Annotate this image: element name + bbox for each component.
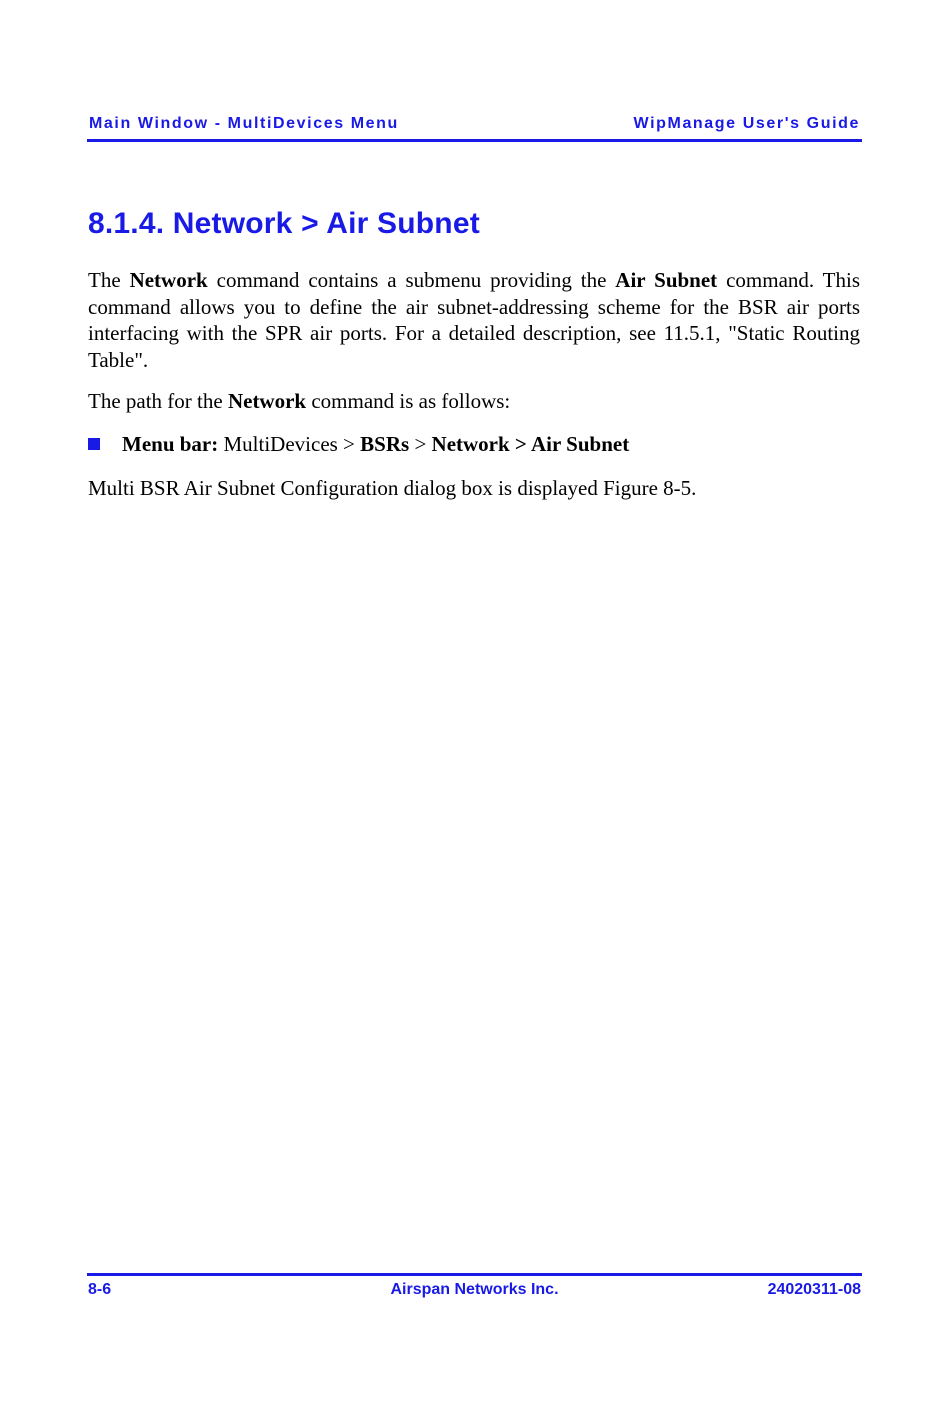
header-chapter-title: Main Window - MultiDevices Menu xyxy=(89,115,399,132)
page-header xyxy=(87,113,862,142)
text-run: The xyxy=(88,268,130,292)
text-run: The path for the xyxy=(88,389,228,413)
bold-term-bsrs: BSRs xyxy=(360,432,410,456)
bold-term-network: Network xyxy=(129,268,208,292)
text-run: command contains a submenu providing the xyxy=(207,268,616,292)
menu-path-bullet xyxy=(88,431,629,457)
header-guide-title: WipManage User's Guide xyxy=(633,115,860,132)
page-footer xyxy=(87,1273,862,1304)
bullet-label: Menu bar: xyxy=(122,432,219,456)
bold-term-network: Network xyxy=(227,389,307,413)
path-intro-paragraph xyxy=(88,388,860,415)
bold-term-network-air-subnet: Network > Air Subnet xyxy=(431,432,630,456)
text-run: MultiDevices > xyxy=(218,432,361,456)
section-title: 8.1.4. Network > Air Subnet xyxy=(88,207,480,240)
footer-doc-number: 24020311-08 xyxy=(767,1281,861,1298)
intro-paragraph xyxy=(88,267,860,373)
bold-term-air-subnet: Air Subnet xyxy=(615,268,718,292)
square-bullet-icon xyxy=(88,438,100,450)
text-run: command is as follows: xyxy=(306,389,511,413)
text-run: > xyxy=(409,432,432,456)
footer-company: Airspan Networks Inc. xyxy=(390,1281,559,1298)
footer-page-number: 8-6 xyxy=(88,1281,112,1298)
text-run: command. This command allows you to define the air subnet-addressing scheme for the BSR air ports interfacing with the SPR air ports. For a detailed description, see 11.5.1, "Static Routing Table". xyxy=(88,268,860,372)
dialog-paragraph: Multi BSR Air Subnet Configuration dialog box is displayed Figure 8-5. xyxy=(88,476,697,500)
